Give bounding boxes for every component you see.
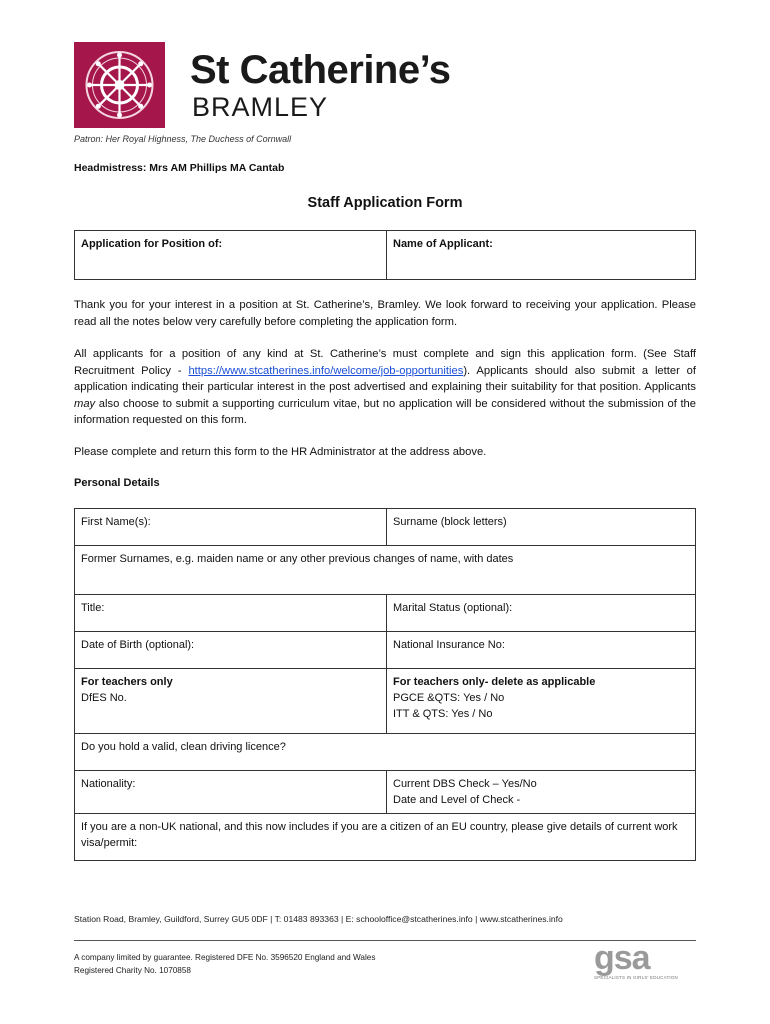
position-field[interactable]: Application for Position of:: [75, 231, 387, 280]
headmistress-line: Headmistress: Mrs AM Phillips MA Cantab: [74, 162, 285, 174]
itt-qts-label: ITT & QTS: Yes / No: [393, 708, 493, 720]
footer-address: Station Road, Bramley, Guildford, Surrey GU5 0DF | T: 01483 893363 | E: schooloffice@stcatherines.info | www.stcatherines.info: [74, 914, 563, 924]
footer-legal: [74, 951, 375, 977]
dbs-check-label: Current DBS Check – Yes/No: [393, 778, 537, 790]
school-location: BRAMLEY: [192, 92, 329, 122]
intro-p2-text-c: also choose to submit a supporting curriculum vitae, but no application will be considered without the submission of the information requested on this form.: [74, 397, 696, 426]
intro-p2-text-a: All applicants for a position of any kind at St. Catherine’s must complete and sign this application form. (See Staff Recruitment Policy -: [74, 348, 696, 377]
surname-field[interactable]: Surname (block letters): [387, 509, 696, 546]
dbs-date-label: Date and Level of Check -: [393, 794, 521, 806]
pgce-qts-label: PGCE &QTS: Yes / No: [393, 692, 505, 704]
work-visa-field[interactable]: If you are a non-UK national, and this now includes if you are a citizen of an EU country, please give details of current work visa/permit:: [75, 814, 696, 861]
intro-p2-emphasis: may: [74, 397, 96, 410]
gsa-tagline: SPECIALISTS IN GIRLS' EDUCATION: [594, 975, 678, 980]
first-names-field[interactable]: First Name(s):: [75, 509, 387, 546]
date-of-birth-field[interactable]: Date of Birth (optional):: [75, 632, 387, 669]
intro-paragraph-1: Thank you for your interest in a position at St. Catherine’s, Bramley. We look forward to receiving your application. Please read all the notes below very carefully before completing the application form.: [74, 299, 696, 328]
school-crest-logo: [74, 42, 165, 128]
teachers-only-label: For teachers only: [81, 676, 173, 688]
applicant-name-field[interactable]: Name of Applicant:: [387, 231, 696, 280]
ship-wheel-crest-icon: [74, 42, 165, 128]
form-title: Staff Application Form: [307, 195, 463, 211]
intro-p2-text-b: ). Applicants should also submit a letter of application indicating their particular interest in the post advertised and explaining their suitability for that position. Applicants: [74, 364, 696, 393]
position-applicant-table: [74, 230, 696, 280]
title-field[interactable]: Title:: [75, 595, 387, 632]
school-name: St Catherine’s: [190, 48, 451, 92]
dfes-field[interactable]: [75, 669, 387, 734]
charity-registration: Registered Charity No. 1070858: [74, 966, 191, 975]
personal-details-table: [74, 508, 696, 861]
intro-paragraph-2: [74, 346, 696, 429]
job-opportunities-link[interactable]: https://www.stcatherines.info/welcome/job-opportunities: [188, 364, 464, 377]
patron-line: Patron: Her Royal Highness, The Duchess of Cornwall: [74, 134, 292, 144]
gsa-wordmark: gsa: [594, 939, 650, 977]
qualifications-field[interactable]: [387, 669, 696, 734]
personal-details-heading: Personal Details: [74, 477, 160, 489]
nationality-field[interactable]: Nationality:: [75, 771, 387, 814]
driving-licence-field[interactable]: Do you hold a valid, clean driving licence?: [75, 734, 696, 771]
former-surnames-field[interactable]: Former Surnames, e.g. maiden name or any other previous changes of name, with dates: [75, 546, 696, 595]
gsa-logo: [594, 939, 698, 983]
teachers-only-delete-label: For teachers only- delete as applicable: [393, 676, 596, 688]
dfes-label: DfES No.: [81, 692, 127, 704]
marital-status-field[interactable]: Marital Status (optional):: [387, 595, 696, 632]
intro-paragraph-3: Please complete and return this form to the HR Administrator at the address above.: [74, 446, 487, 458]
dbs-check-field[interactable]: [387, 771, 696, 814]
national-insurance-field[interactable]: National Insurance No:: [387, 632, 696, 669]
company-registration: A company limited by guarantee. Registered DFE No. 3596520 England and Wales: [74, 953, 376, 962]
